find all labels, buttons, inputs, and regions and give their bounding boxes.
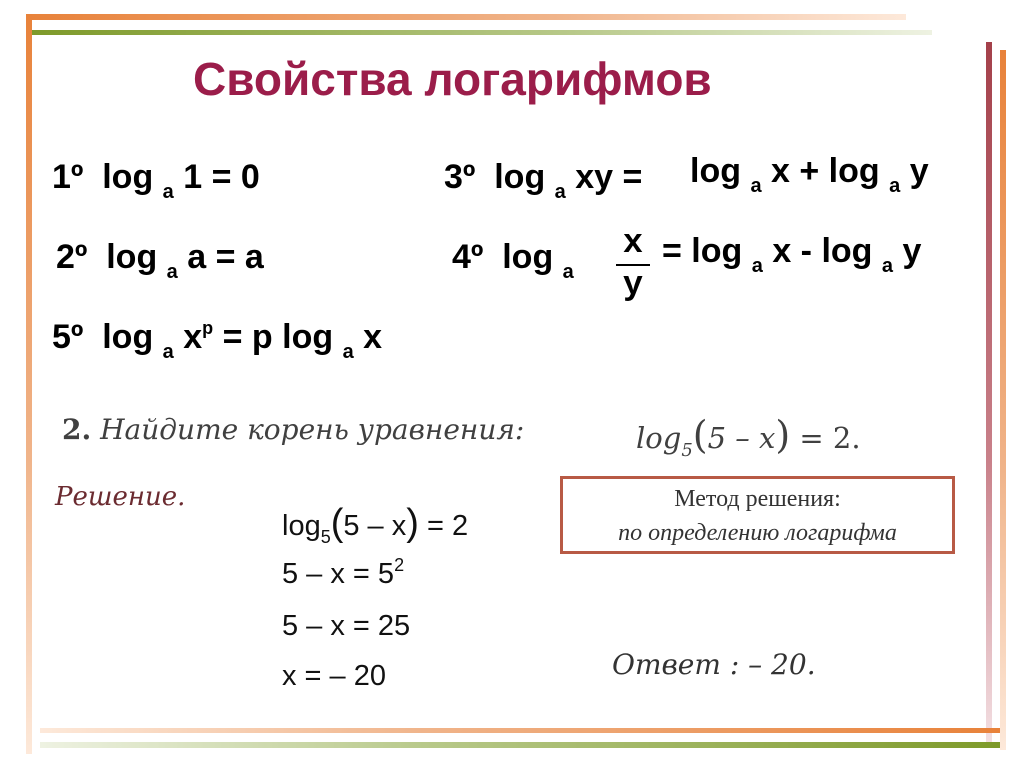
frame-bar-right-red xyxy=(986,42,992,742)
frame-bar-top-orange xyxy=(26,14,906,20)
property-2 xyxy=(56,238,264,283)
frame-bar-left xyxy=(26,14,32,754)
log-text: log xyxy=(690,152,741,190)
frame-bar-top-green xyxy=(32,30,932,35)
method-title: Метод решения: xyxy=(674,486,841,512)
frame-bar-bottom-orange xyxy=(40,728,1000,733)
log-text: log xyxy=(494,158,546,196)
page-title: Свойства логарифмов xyxy=(193,53,712,105)
equation-inner: 5 – x xyxy=(707,421,776,455)
frame-bar-bottom-green xyxy=(40,742,1000,748)
log-base: 5 xyxy=(320,527,331,547)
task-number: 2. xyxy=(62,413,92,446)
log-text: log xyxy=(636,421,682,455)
log-base: a xyxy=(562,261,574,283)
property-3-rhs xyxy=(690,152,929,197)
property-tail: x xyxy=(363,318,383,356)
property-number: 5º xyxy=(52,318,84,356)
rhs-text: = log xyxy=(662,232,743,270)
log-base: a xyxy=(342,341,354,363)
property-number: 1º xyxy=(52,158,84,196)
task-equation xyxy=(636,413,861,461)
log-base: a xyxy=(889,175,901,197)
log-text: log xyxy=(106,238,158,276)
paren-left: ( xyxy=(692,413,708,457)
solution-step-2 xyxy=(282,555,405,591)
task-statement xyxy=(62,413,524,446)
paren-left: ( xyxy=(330,502,344,544)
answer: Ответ : – 20. xyxy=(612,648,816,681)
property-4-rhs xyxy=(662,232,922,277)
rhs-text: x + log xyxy=(771,152,880,190)
log-base: a xyxy=(162,181,174,203)
task-text: Найдите корень уравнения: xyxy=(100,413,525,446)
rhs-text: y xyxy=(909,152,929,190)
log-text: log xyxy=(502,238,554,276)
solution-step-1 xyxy=(282,502,468,545)
step-exponent: 2 xyxy=(394,555,405,575)
step-inner: 5 – x xyxy=(343,510,407,542)
property-3-lhs xyxy=(444,158,643,203)
property-5 xyxy=(52,318,383,363)
paren-right: ) xyxy=(775,413,791,457)
power-base: x xyxy=(183,318,203,356)
property-rest: 1 = 0 xyxy=(183,158,260,196)
solution-step-3: 5 – x = 25 xyxy=(282,610,411,642)
property-number: 3º xyxy=(444,158,476,196)
solution-label: Решение. xyxy=(55,482,186,512)
frame-bar-right-orange xyxy=(1000,50,1006,750)
log-base: a xyxy=(751,255,763,277)
solution-step-4: x = – 20 xyxy=(282,660,386,692)
log-base: 5 xyxy=(681,440,693,461)
property-4-lhs xyxy=(452,238,574,283)
method-text: по определению логарифма xyxy=(618,520,897,546)
property-number: 2º xyxy=(56,238,88,276)
fraction-numerator: x xyxy=(622,225,644,263)
fraction-denominator: y xyxy=(622,267,644,305)
log-base: a xyxy=(162,341,174,363)
property-rest: = p log xyxy=(222,318,334,356)
log-base: a xyxy=(881,255,894,277)
log-base: a xyxy=(166,261,178,283)
paren-right: ) xyxy=(406,502,419,544)
log-text: log xyxy=(282,510,321,542)
step-rest: = 2 xyxy=(426,510,469,542)
fraction-line xyxy=(616,264,650,266)
log-text: log xyxy=(102,158,154,196)
rhs-text: x - log xyxy=(772,232,873,270)
log-base: a xyxy=(554,181,566,203)
step-text: 5 – x = 5 xyxy=(282,558,395,590)
property-1 xyxy=(52,158,260,203)
power-exponent: p xyxy=(202,318,214,338)
rhs-text: y xyxy=(902,232,922,270)
property-rest: a = a xyxy=(187,238,264,276)
property-rest: xy = xyxy=(575,158,643,196)
fraction-x-over-y xyxy=(616,226,650,304)
log-base: a xyxy=(750,175,762,197)
equation-rest: = 2. xyxy=(799,421,861,455)
log-text: log xyxy=(102,318,154,356)
property-number: 4º xyxy=(452,238,484,276)
